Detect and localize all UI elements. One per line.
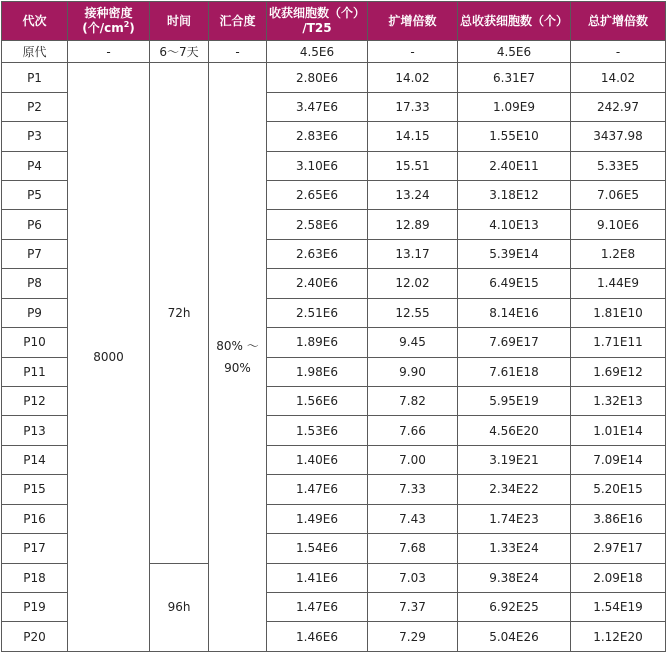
cell-fold: 13.24 (368, 181, 458, 210)
cell-total-fold: 1.44E9 (571, 269, 666, 298)
cell-generation: P18 (2, 563, 68, 592)
cell-total-fold: 7.09E14 (571, 445, 666, 474)
cell-fold: 7.68 (368, 534, 458, 563)
header-harvest (267, 2, 368, 41)
cell-harvest: 1.47E6 (267, 592, 368, 621)
cell-generation: P19 (2, 592, 68, 621)
cell-harvest: 2.83E6 (267, 122, 368, 151)
cell-total-fold: 1.54E19 (571, 592, 666, 621)
cell-fold: 7.29 (368, 622, 458, 652)
cell-total-harvest: 5.95E19 (458, 386, 571, 415)
cell-fold: 7.66 (368, 416, 458, 445)
cell-fold: 7.00 (368, 445, 458, 474)
cell-generation: P17 (2, 534, 68, 563)
cell-total-harvest: 6.31E7 (458, 63, 571, 92)
cell-generation: P5 (2, 181, 68, 210)
cell-fold: 12.55 (368, 298, 458, 327)
cell-harvest: 1.54E6 (267, 534, 368, 563)
cell-fold: 12.02 (368, 269, 458, 298)
cell-fold: 12.89 (368, 210, 458, 239)
table-header (2, 2, 666, 41)
cell-total-fold: 1.71E11 (571, 328, 666, 357)
cell-total-harvest: 6.49E15 (458, 269, 571, 298)
cell-fold: 9.90 (368, 357, 458, 386)
cell-fold: 14.02 (368, 63, 458, 92)
table-row (2, 63, 666, 92)
cell-harvest: 2.51E6 (267, 298, 368, 327)
cell-confluence: - (209, 41, 267, 63)
cell-harvest: 1.98E6 (267, 357, 368, 386)
cell-total-fold: 3.86E16 (571, 504, 666, 533)
cell-harvest: 2.63E6 (267, 239, 368, 268)
cell-harvest: 1.53E6 (267, 416, 368, 445)
cell-total-harvest: 8.14E16 (458, 298, 571, 327)
cell-harvest: 1.46E6 (267, 622, 368, 652)
cell-total-fold: 7.06E5 (571, 181, 666, 210)
cell-generation: 原代 (2, 41, 68, 63)
table-body (2, 41, 666, 652)
header-generation: 代次 (2, 2, 68, 41)
cell-total-harvest: 2.34E22 (458, 475, 571, 504)
cell-total-fold: - (571, 41, 666, 63)
cell-fold: 7.33 (368, 475, 458, 504)
cell-fold: 9.45 (368, 328, 458, 357)
header-density-unit-post: ) (129, 21, 135, 35)
confluence-line1: 80% ～ (216, 339, 259, 354)
cell-generation: P7 (2, 239, 68, 268)
cell-total-harvest: 7.69E17 (458, 328, 571, 357)
cell-time-72h-merged: 72h (150, 63, 209, 563)
cell-total-harvest: 4.5E6 (458, 41, 571, 63)
cell-harvest: 3.10E6 (267, 151, 368, 180)
cell-generation: P13 (2, 416, 68, 445)
cell-total-harvest: 9.38E24 (458, 563, 571, 592)
cell-total-harvest: 4.10E13 (458, 210, 571, 239)
cell-total-fold: 9.10E6 (571, 210, 666, 239)
cell-total-fold: 2.09E18 (571, 563, 666, 592)
cell-generation: P9 (2, 298, 68, 327)
cell-harvest: 2.65E6 (267, 181, 368, 210)
cell-fold: 7.43 (368, 504, 458, 533)
cell-fold: 15.51 (368, 151, 458, 180)
cell-total-harvest: 5.04E26 (458, 622, 571, 652)
cell-time-96h-merged: 96h (150, 563, 209, 652)
cell-total-harvest: 1.33E24 (458, 534, 571, 563)
cell-total-fold: 1.69E12 (571, 357, 666, 386)
cell-total-fold: 1.32E13 (571, 386, 666, 415)
header-density-unit-pre: (个/cm (82, 21, 124, 35)
cell-harvest: 2.58E6 (267, 210, 368, 239)
header-density-line1: 接种密度 (84, 6, 133, 20)
cell-harvest: 2.40E6 (267, 269, 368, 298)
cell-total-fold: 1.2E8 (571, 239, 666, 268)
cell-total-fold: 14.02 (571, 63, 666, 92)
cell-generation: P6 (2, 210, 68, 239)
cell-density: - (68, 41, 150, 63)
table-row-original (2, 41, 666, 63)
cell-harvest: 1.41E6 (267, 563, 368, 592)
cell-time: 6～7天 (150, 41, 209, 63)
header-time: 时间 (150, 2, 209, 41)
cell-density-merged: 8000 (68, 63, 150, 652)
cell-generation: P12 (2, 386, 68, 415)
cell-harvest: 1.56E6 (267, 386, 368, 415)
cell-total-harvest: 1.74E23 (458, 504, 571, 533)
cell-total-fold: 5.20E15 (571, 475, 666, 504)
cell-harvest: 2.80E6 (267, 63, 368, 92)
cell-expansion-table (1, 1, 666, 652)
header-harvest-line1: 收获细胞数（个） (268, 6, 365, 20)
cell-total-harvest: 6.92E25 (458, 592, 571, 621)
cell-harvest: 4.5E6 (267, 41, 368, 63)
cell-fold: 14.15 (368, 122, 458, 151)
cell-harvest: 1.89E6 (267, 328, 368, 357)
cell-harvest: 1.40E6 (267, 445, 368, 474)
cell-total-harvest: 7.61E18 (458, 357, 571, 386)
cell-fold: 17.33 (368, 92, 458, 121)
header-fold: 扩增倍数 (368, 2, 458, 41)
header-confluence: 汇合度 (209, 2, 267, 41)
header-seeding-density (68, 2, 150, 41)
cell-fold: 7.82 (368, 386, 458, 415)
cell-total-harvest: 3.18E12 (458, 181, 571, 210)
cell-total-fold: 3437.98 (571, 122, 666, 151)
cell-total-fold: 2.97E17 (571, 534, 666, 563)
confluence-line2: 90% (224, 361, 251, 376)
cell-fold: 7.37 (368, 592, 458, 621)
cell-generation: P2 (2, 92, 68, 121)
cell-total-harvest: 3.19E21 (458, 445, 571, 474)
cell-harvest: 3.47E6 (267, 92, 368, 121)
cell-fold: 13.17 (368, 239, 458, 268)
cell-fold: - (368, 41, 458, 63)
cell-total-fold: 242.97 (571, 92, 666, 121)
header-total-harvest: 总收获细胞数（个） (458, 2, 571, 41)
cell-total-fold: 1.12E20 (571, 622, 666, 652)
cell-total-fold: 1.81E10 (571, 298, 666, 327)
cell-generation: P16 (2, 504, 68, 533)
cell-generation: P20 (2, 622, 68, 652)
cell-generation: P15 (2, 475, 68, 504)
header-harvest-line2: /T25 (302, 21, 332, 35)
header-density-unit-sup: 2 (123, 20, 130, 29)
cell-generation: P3 (2, 122, 68, 151)
cell-harvest: 1.47E6 (267, 475, 368, 504)
cell-total-harvest: 1.55E10 (458, 122, 571, 151)
cell-total-harvest: 2.40E11 (458, 151, 571, 180)
cell-total-harvest: 4.56E20 (458, 416, 571, 445)
cell-harvest: 1.49E6 (267, 504, 368, 533)
cell-total-fold: 5.33E5 (571, 151, 666, 180)
cell-total-harvest: 1.09E9 (458, 92, 571, 121)
cell-fold: 7.03 (368, 563, 458, 592)
cell-confluence-merged (209, 63, 267, 652)
cell-total-fold: 1.01E14 (571, 416, 666, 445)
cell-generation: P8 (2, 269, 68, 298)
cell-generation: P11 (2, 357, 68, 386)
cell-generation: P14 (2, 445, 68, 474)
cell-generation: P1 (2, 63, 68, 92)
cell-generation: P10 (2, 328, 68, 357)
header-total-fold: 总扩增倍数 (571, 2, 666, 41)
cell-generation: P4 (2, 151, 68, 180)
cell-total-harvest: 5.39E14 (458, 239, 571, 268)
